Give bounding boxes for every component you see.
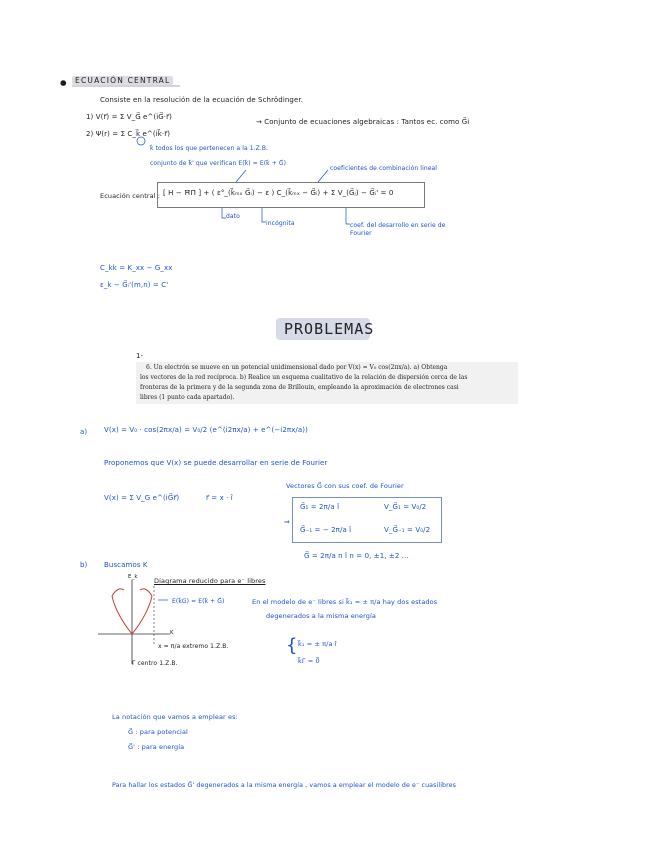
intro-text: Consiste en la resolución de la ecuación de Schrödinger. — [100, 96, 304, 104]
annotation-fourier: coef. del desarrollo en serie de Fourier — [350, 222, 446, 237]
part-b-title: Buscamos K — [104, 561, 148, 569]
problem-number: 1- — [136, 352, 144, 360]
notation-gp: G⃗' : para energía — [128, 743, 185, 751]
equation-note: → Conjunto de ecuaciones algebraicas : Tantos ec. como G⃗i — [256, 118, 470, 126]
vector-g-general: G⃗ = 2π/a n î n = 0, ±1, ±2 ... — [304, 552, 409, 560]
final-text: Para hallar los estados G⃗' degenerados a la misma energía , vamos a emplear el modelo de e⁻ cuasilibres — [112, 782, 457, 789]
k1-value: k⃗₁ = ± π/a î — [298, 640, 337, 648]
part-a-r: r⃗ = x · î — [206, 494, 233, 502]
brace-icon: { — [286, 635, 298, 656]
arrow-set-icon — [236, 170, 246, 182]
part-a-equation: V(x) = V₀ · cos(2πx/a) = V₀/2 (e^(i2πx/a) + e^(−i2πx/a)) — [104, 426, 308, 434]
equation-wavefunction: 2) Ψ(r) = Σ C_k⃗ e^(ik⃗·r⃗) — [86, 130, 171, 138]
annotation-1zb: k⃗ todos los que pertenecen a la 1.Z.B. — [150, 145, 269, 152]
diagram-dispersion: E(k⃗G) = E(k⃗ + G⃗) — [172, 598, 225, 605]
annotation-incognita: incógnita — [266, 220, 295, 227]
part-b-label: b) — [80, 561, 88, 569]
annotation-set: conjunto de k⃗' que verifican E(k⃗) = E(k⃗ + G⃗) — [150, 160, 287, 167]
vector-g1-coef: V_G⃗₁ = V₀/2 — [384, 503, 427, 511]
part-a-propose: Proponemos que V(x) se puede desarrollar en serie de Fourier — [104, 459, 328, 467]
diagram-ek-label: E_k — [128, 574, 138, 580]
diagram-k-axis: K — [170, 630, 174, 636]
k0-value: k⃗Γ = 0⃗ — [298, 657, 320, 665]
central-equation-label: Ecuación central : — [100, 192, 161, 200]
arrow-dato-icon — [222, 208, 226, 218]
equation-potential: 1) V(r⃗) = Σ V_G⃗ e^(iG⃗·r⃗) — [86, 113, 172, 121]
notation-intro: La notación que vamos a emplear es: — [112, 713, 238, 721]
arrow-incognita-icon — [262, 208, 266, 222]
circle-mark-icon — [137, 137, 145, 145]
problems-title: PROBLEMAS — [284, 320, 375, 338]
problem-line-1: 6. Un electrón se mueve en un potencial unidimensional dado por V(x) = V₀ cos(2πx/a). a) Obtenga — [146, 364, 448, 371]
notation-g: G⃗ : para potencial — [128, 728, 188, 736]
section-bullet: ● — [60, 78, 68, 87]
part-a-fourier: V(x) = Σ V_G e^(iG⃗r⃗) — [104, 494, 180, 502]
problem-line-2: los vectores de la red recíproca. b) Realice un esquema cualitativo de la relación de dispersión cerca de las — [140, 374, 468, 381]
diagram-title: Diagrama reducido para e⁻ libres — [154, 577, 266, 585]
section-title: ECUACIÓN CENTRAL — [72, 76, 173, 85]
diagram-band-upper-left — [112, 589, 124, 596]
central-equation: [ H − ĦΠ ] + ( ε°_(k⃗ₘₓ G⃗ᵢ) − ε ) C_(k⃗ₘₓ − G⃗ᵢ) + Σ V_(G⃗ⱼ) − G⃗ᵢ' = 0 — [163, 189, 394, 197]
model-text-2: degenerados a la misma energía — [266, 612, 376, 620]
diagram-x-pi: x = π/a extremo 1.Z.B. — [158, 643, 229, 650]
arrow-fourier-icon — [346, 208, 350, 224]
diagram-gamma: Γ centro 1.Z.B. — [132, 660, 178, 667]
part-a-label: a) — [80, 428, 88, 436]
annotation-coefficients: coeficientes de combinación lineal — [330, 165, 438, 172]
part-a-vectors-title: Vectores G⃗ con sus coef. de Fourier — [286, 482, 404, 490]
small-equation-2: ε_k − G⃗ᵢ'(m,n) = C' — [100, 281, 169, 289]
part-a-implies: ⇒ — [284, 518, 290, 526]
vector-g1: G⃗₁ = 2π/a î — [300, 503, 340, 511]
vector-g-1: G⃗₋₁ = − 2π/a î — [300, 526, 352, 534]
problem-line-3: fronteras de la primera y de la segunda zona de Brillouin, empleando la aproximación de electrones casi — [140, 384, 459, 391]
annotation-dato: dato — [226, 213, 240, 220]
arrow-coef-icon — [318, 170, 328, 182]
problem-line-4: libres (1 punto cada apartado). — [140, 394, 235, 401]
diagram-band-upper-right — [140, 589, 152, 596]
small-equation-1: C_kk = K_xx − G_xx — [100, 264, 173, 272]
vector-g-1-coef: V_G⃗₋₁ = V₀/2 — [384, 526, 431, 534]
model-text-1: En el modelo de e⁻ libres si k⃗₁ = ± π/a hay dos estados — [252, 598, 438, 606]
